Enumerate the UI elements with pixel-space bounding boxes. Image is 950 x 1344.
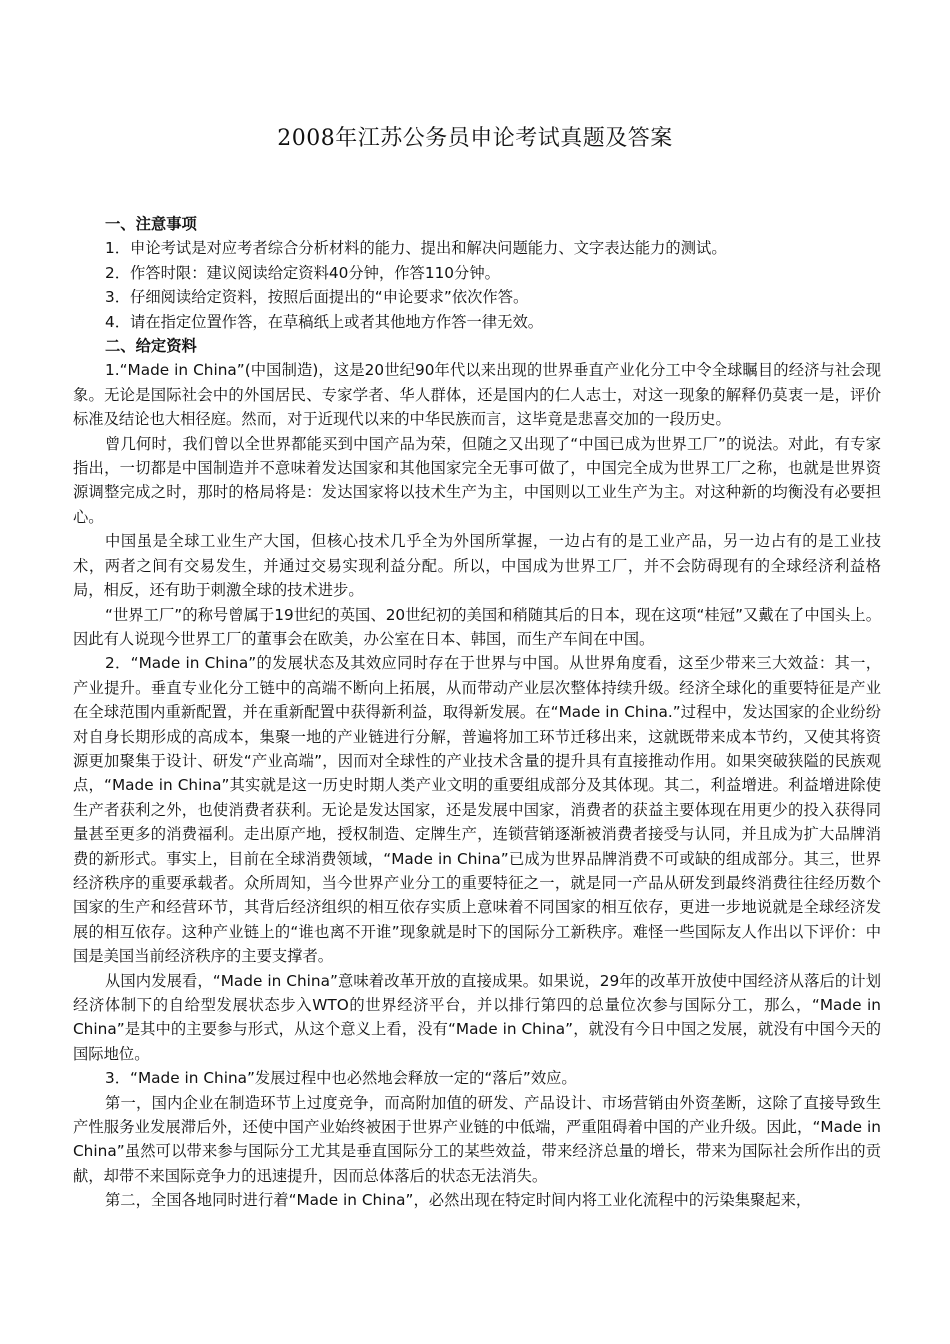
material-paragraph-6: 从国内发展看，“Made in China”意味着改革开放的直接成果。如果说，29年的改革开放使中国经济从落后的计划经济体制下的自给型发展状态步入WTO的世界经济平台，并以排行第四的总量位次参与国际分工，那么，“Made in China”是其中的主要参与形式，从这个意义上看，没有“Made in China”，就没有今日中国之发展，就没有中国今天的国际地位。 bbox=[73, 971, 881, 1063]
note-item-1: 1．申论考试是对应考者综合分析材料的能力、提出和解决问题能力、文字表达能力的测试。 bbox=[105, 239, 727, 258]
document-body bbox=[73, 212, 881, 1213]
section-heading-notes: 一、注意事项 bbox=[105, 215, 197, 233]
note-item-3: 3．仔细阅读给定资料，按照后面提出的“申论要求”依次作答。 bbox=[105, 288, 529, 307]
material-paragraph-3: 中国虽是全球工业生产大国，但核心技术几乎全为外国所掌握，一边占有的是工业产品，另一边占有的是工业技术，两者之间有交易发生，并通过交易实现利益分配。所以，中国成为世界工厂，并不会防碍现有的全球经济利益格局，相反，还有助于刺激全球的技术进步。 bbox=[73, 532, 881, 600]
section-heading-materials: 二、给定资料 bbox=[105, 337, 197, 356]
note-item-2: 2．作答时限：建议阅读给定资料40分钟，作答110分钟。 bbox=[105, 263, 500, 282]
material-paragraph-2: 曾几何时，我们曾以全世界都能买到中国产品为荣，但随之又出现了“中国已成为世界工厂”的说法。对此，有专家指出，一切都是中国制造并不意味着发达国家和其他国家完全无事可做了，中国完全成为世界工厂之称，也就是世界资源调整完成之时，那时的格局将是：发达国家将以技术生产为主，中国则以工业生产为主。对这种新的均衡没有必要担心。 bbox=[73, 434, 881, 526]
material-paragraph-9: 第二，全国各地同时进行着“Made in China”，必然出现在特定时间内将工业化流程中的污染集聚起来， bbox=[105, 1191, 812, 1210]
document-title: 2008年江苏公务员申论考试真题及答案 bbox=[277, 126, 673, 151]
material-paragraph-4: “世界工厂”的称号曾属于19世纪的英国、20世纪初的美国和稍随其后的日本，现在这项“桂冠”又戴在了中国头上。因此有人说现今世界工厂的董事会在欧美，办公室在日本、韩国，而生产车间在中国。 bbox=[73, 605, 881, 648]
material-paragraph-8: 第一，国内企业在制造环节上过度竞争，而高附加值的研发、产品设计、市场营销由外资垄断，这除了直接导致生产性服务业发展滞后外，还使中国产业始终被困于世界产业链的中低端，严重阻碍着中国的产业升级。因此，“Made in China”虽然可以带来参与国际分工尤其是垂直国际分工的某些效益，带来经济总量的增长，带来为国际社会所作出的贡献，却带不来国际竞争力的迅速提升，因而总体落后的状态无法消失。 bbox=[73, 1093, 881, 1185]
material-paragraph-1: 1.“Made in China”(中国制造)，这是20世纪90年代以来出现的世界垂直产业化分工中令全球瞩目的经济与社会现象。无论是国际社会中的外国居民、专家学者、华人群体，还是国内的仁人志士，对这一现象的解释仍莫衷一是，评价标准及结论也大相径庭。然而，对于近现代以来的中华民族而言，这毕竟是悲喜交加的一段历史。 bbox=[73, 361, 881, 429]
material-paragraph-7: 3．“Made in China”发展过程中也必然地会释放一定的“落后”效应。 bbox=[105, 1069, 577, 1088]
material-paragraph-5: 2．“Made in China”的发展状态及其效应同时存在于世界与中国。从世界角度看，这至少带来三大效益：其一，产业提升。垂直专业化分工链中的高端不断向上拓展，从而带动产业层次整体持续升级。经济全球化的重要特征是产业在全球范围内重新配置，并在重新配置中获得新利益，取得新发展。在“Made in China.”过程中，发达国家的企业纷纷对自身长期形成的高成本，集聚一地的产业链进行分解，普遍将加工环节迁移出来，这就既带来成本节约，又使其将资源更加聚集于设计、研发“产业高端”，因而对全球性的产业技术含量的提升具有直接推动作用。如果突破狭隘的民族观点，“Made in China”其实就是这一历史时期人类产业文明的重要组成部分及其体现。其二，利益增进。利益增进除使生产者获利之外，也使消费者获利。无论是发达国家，还是发展中国家，消费者的获益主要体现在用更少的投入获得同量甚至更多的消费福利。走出原产地，授权制造、定牌生产，连锁营销逐渐被消费者接受与认同，并且成为扩大品牌消费的新形式。事实上，目前在全球消费领域，“Made in China”已成为世界品牌消费不可或缺的组成部分。其三，世界经济秩序的重要承载者。众所周知，当今世界产业分工的重要特征之一，就是同一产品从研发到最终消费往往经历数个国家的生产和经营环节，其背后经济组织的相互依存实质上意味着不同国家的相互依存，更进一步地说就是全球经济发展的相互依存。这种产业链上的“谁也离不开谁”现象就是时下的国际分工新秩序。难怪一些国际友人作出以下评价：中国是美国当前经济秩序的主要支撑者。 bbox=[73, 654, 881, 966]
note-item-4: 4．请在指定位置作答，在草稿纸上或者其他地方作答一律无效。 bbox=[105, 312, 544, 331]
